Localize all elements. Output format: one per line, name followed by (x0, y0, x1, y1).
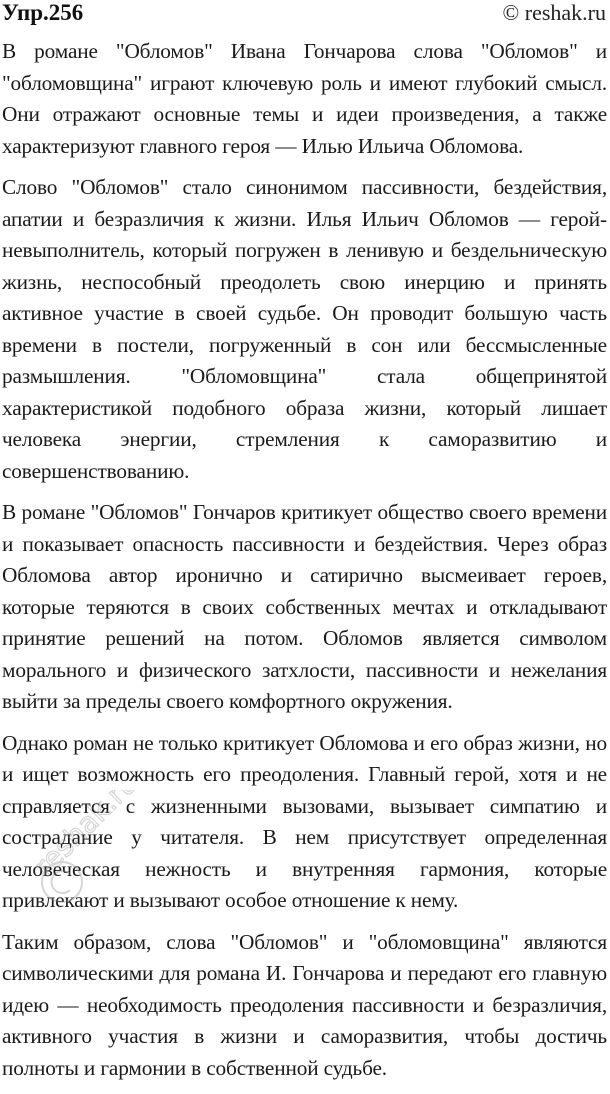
paragraph-overcoming: Однако роман не только критикует Обломова и его образ жизни, но и ищет возможность его преодоления. Главный герой, хотя и не справляется с жизненными вызовами, вызывает симпатию и сострадание у читателя. В нем присутствует определенная человеческая нежность и внутренняя гармония, которые привлекают и вызывают особое отношение к нему. (2, 730, 607, 912)
exercise-title: Упр.256 (2, 0, 84, 25)
paragraph-conclusion: Таким образом, слова "Обломов" и "обломовщина" являются символическими для романа И. Гончарова и передают его главную идею — необходимость преодоления пассивности и безразличия, активного участия в жизни и саморазвития, чтобы достичь полноты и гармонии в собственной судьбе. (2, 929, 607, 1080)
paragraph-intro: В романе "Обломов" Ивана Гончарова слова "Обломов" и "обломовщина" играют ключевую роль и имеют глубокий смысл. Они отражают основные темы и идеи произведения, а также характеризуют главного героя — Илью Ильича Обломова. (2, 39, 607, 158)
watermark-text: reshak.ru (27, 790, 144, 884)
page-header (0, 0, 610, 34)
paragraph-critique: В романе "Обломов" Гончаров критикует общество своего времени и показывает опасность пассивности и бездействия. Через образ Обломова автор иронично и сатирично высмеивает героев, которые теряются в своих собственных мечтах и откладывают принятие решений на потом. Обломов является символом морального и физического затхлости, пассивности и нежелания выйти за пределы своего комфортного окружения. (2, 500, 607, 713)
site-copyright: © reshak.ru (502, 0, 606, 25)
paragraph-oblomov-meaning: Слово "Обломов" стало синонимом пассивности, бездействия, апатии и безразличия к жизни. Илья Ильич Обломов — герой-невыполнитель, который погружен в ленивую и бездельническую жизнь, неспособный преодолеть свою инерцию и принять активное участие в своей судьбе. Он проводит большую часть времени в постели, погруженный в сон или бессмысленные размышления. "Обломовщина" стала общепринятой характеристикой подобного образа жизни, который лишает человека энергии, стремления к саморазвитию и совершенствованию. (2, 175, 607, 483)
essay-body (2, 36, 607, 1094)
